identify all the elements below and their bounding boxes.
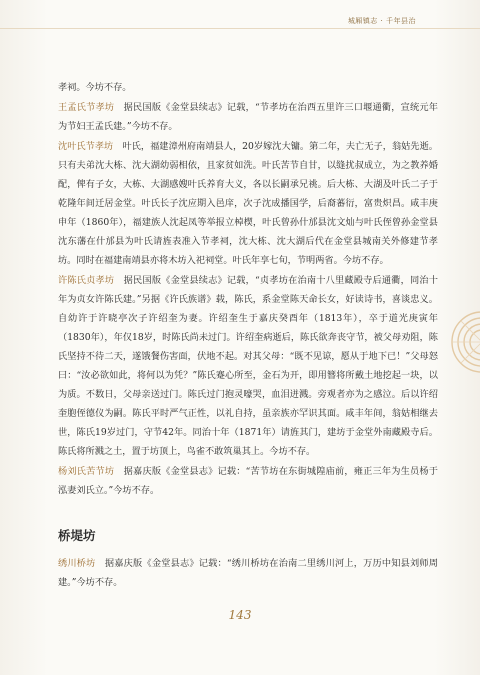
- header-divider: [0, 28, 480, 29]
- paragraph-text: 据民国版《金堂县续志》记载，“节孝坊在治西五里许三口堰通衢，宣统元年为节妇王孟氏建。”今坊不存。: [58, 102, 438, 132]
- paragraph-xiuchuan-bridge: [58, 554, 438, 592]
- decorative-medallion-icon: [450, 310, 480, 374]
- entry-keyword: 杨刘氏苦节坊: [58, 466, 115, 477]
- paragraph-shen-ye: [58, 137, 438, 270]
- page-body: [58, 78, 438, 593]
- paragraph-text: 据民国版《金堂县续志》记载，“贞孝坊在治南十八里藏殿寺后通衢，同治十年为贞女许陈氏建。”另据《许氏族谱》载，陈氏，系金堂陈天命长女，好读诗书，喜谈忠义。自幼许于许晓亭次子许绍奎为妻。许绍奎生于嘉庆癸酉年（1813年），卒于道光庚寅年（1830年），年仅18岁，时陈氏尚未过门。许绍奎病逝后，陈氏欲奔丧守节，被父母劝阻，陈氏坚持不待二天，遂饿餐伤害面，伏地不起。对其父母：“既不见谅，愿从于地下已！”父母怒曰：“汝必欲如此，将何以为凭？”陈氏蹇心所至，金石为开，即用簪将所戴土地挖起一块，以为质。不数日，父母亲送过门。陈氏过门抱灵嚎哭，血泪迸溅。旁观者亦为之感泣。后以许绍奎胞侄德仪为嗣。陈氏平时严气正性，以礼自持，虽亲族亦罕识其面。咸丰年间，翁姑相继去世，陈氏19岁过门，守节42年。同治十年（1871年）请旌其门，建坊于金堂外南藏殿寺后。陈氏将所溅之土，置于坊顶上，鸟雀不敢筑巢其上。今坊不存。: [58, 275, 438, 457]
- paragraph-wang-meng: [58, 98, 438, 136]
- paragraph-continuation: [58, 78, 438, 97]
- section-title: 桥堤坊: [58, 528, 96, 543]
- paragraph-text: 据嘉庆版《金堂县志》记载：“绣川桥坊在治南二里绣川河上，万历中知县刘师周建。”今坊不存。: [58, 558, 438, 588]
- entry-keyword: 沈叶氏节孝坊: [58, 141, 114, 152]
- paragraph-text: 叶氏，福建漳州府南靖县人，20岁嫁沈大镛。第二年，夫亡无子，翁姑先逝。只有夫弟沈大栋、沈大湖幼弱相依，且家贫如洗。叶氏苦节自甘，以缝扰叔成立，为之教养婚配，俾有子女，大栋、大湖感嫂叶氏养育大义，各以长嗣承兄祧。后大栋、大湖及叶氏二子于乾隆年间迁居金堂。叶氏长子沈应期入邑庠，次子沈成播国学，后裔蕃衍，富贵炽昌。咸丰庚申年（1860年），福建族人沈起凤等举报立棹楔，叶氏曾孙什邡县沈文灿与叶氏侄曾孙金堂县沈东藩在什邡县为叶氏请旌表准入节孝祠，沈大栋、沈大湖后代在金堂县城南关外修建节孝坊。同时在福建南靖县亦将木坊入祀祠堂。叶氏年享七旬，节明两省。今坊不存。: [58, 141, 438, 266]
- page-number: 143: [228, 608, 252, 622]
- paragraph-text: 孝祠。今坊不存。: [58, 82, 132, 93]
- paragraph-yang-liu: [58, 462, 438, 500]
- running-header: 城厢镇志 · 千年县治: [347, 17, 416, 25]
- paragraph-text: 据嘉庆版《金堂县志》记载：“苦节坊在东街城隍庙前，雍正三年为生员杨于泓妻刘氏立。”今坊不存。: [58, 466, 438, 496]
- entry-keyword: 许陈氏贞孝坊: [58, 275, 115, 286]
- entry-keyword: 王孟氏节孝坊: [58, 102, 115, 113]
- page-margin-left: [0, 0, 48, 675]
- entry-keyword: 绣川桥坊: [58, 558, 96, 569]
- paragraph-xu-chen: [58, 271, 438, 461]
